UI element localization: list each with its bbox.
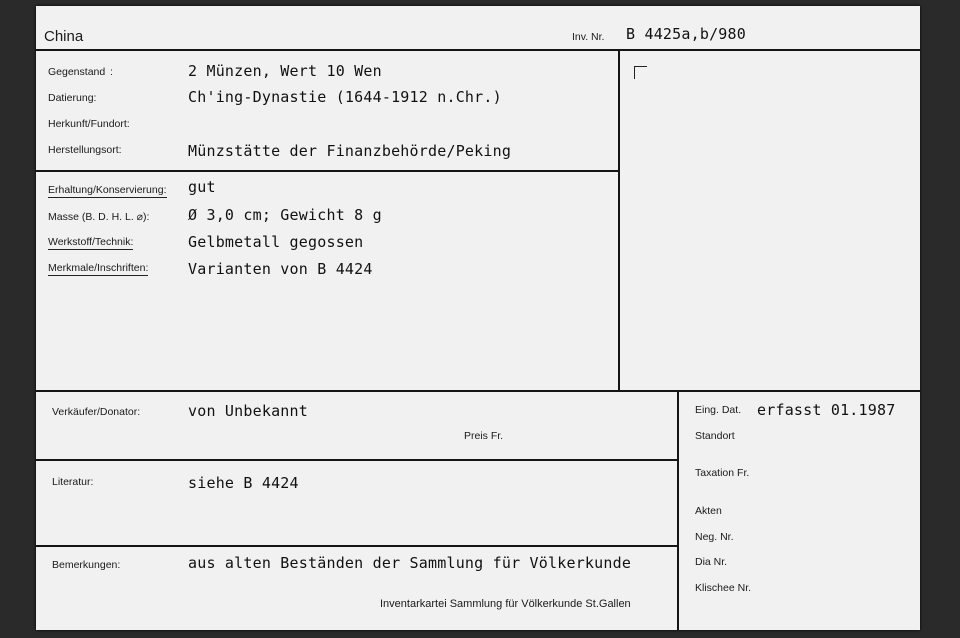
klischee-nr-label: Klischee Nr. [695, 582, 752, 594]
herstellungsort-value: Münzstätte der Finanzbehörde/Peking [188, 142, 512, 160]
masse-value: Ø 3,0 cm; Gewicht 8 g [188, 206, 382, 224]
literatur-label: Literatur: [52, 476, 94, 488]
inv-label: Inv. Nr. [572, 31, 605, 43]
country-label: China [44, 28, 84, 45]
neg-nr-label: Neg. Nr. [695, 531, 734, 543]
rule-upper [36, 390, 920, 392]
eing-dat-label: Eing. Dat. [695, 404, 742, 416]
catalog-card: China Inv. Nr. B 4425a,b/980 Gegenstand : 2 Münzen, Wert 10 Wen Datierung: Ch'ing-Dynastie (1644-1912 n.Chr.) Herkunft/Fundort: Herstellungsort: Münzstätte der Finanzbehörde/Peking Erhaltung/Konservierung: gut Masse (B. D. H. L. ⌀): Ø 3,0 cm; Gewicht 8 g Werkstoff/Technik: Gelbmetall gegossen Merkmale/Inschriften: Varianten von B 4424 Verkäufer/Donator: von Unbekannt Preis Fr. Literatur: siehe B 4424 Bemerkungen: aus alten Beständen der Sammlung für Völkerkunde Inventarkartei Sammlung für Völkerkunde St.Gallen Eing. Dat. erfasst 01.1987 Standort Taxation Fr. Akten Neg. Nr. Dia Nr. Klischee Nr. [36, 6, 920, 630]
preis-label: Preis Fr. [464, 430, 504, 442]
dia-nr-label: Dia Nr. [695, 556, 728, 568]
inv-value: B 4425a,b/980 [626, 25, 746, 43]
verkaeufer-label: Verkäufer/Donator: [52, 406, 141, 418]
werkstoff-value: Gelbmetall gegossen [188, 233, 364, 251]
rule-literatur [36, 545, 678, 547]
rule-verkaeufer [36, 459, 678, 461]
gegenstand-value: 2 Münzen, Wert 10 Wen [188, 62, 382, 80]
corner-mark [634, 66, 647, 79]
werkstoff-label: Werkstoff/Technik: [48, 236, 134, 248]
herstellungsort-label: Herstellungsort: [48, 144, 122, 156]
merkmale-label: Merkmale/Inschriften: [48, 262, 149, 274]
eing-dat-value: erfasst 01.1987 [757, 401, 896, 419]
literatur-value: siehe B 4424 [188, 474, 299, 492]
bemerkungen-label: Bemerkungen: [52, 559, 121, 571]
gegenstand-label: Gegenstand [48, 66, 106, 78]
verkaeufer-value: von Unbekannt [188, 402, 308, 420]
bemerkungen-value: aus alten Beständen der Sammlung für Völkerkunde [188, 554, 632, 572]
akten-label: Akten [695, 505, 722, 517]
rule-header [36, 49, 920, 51]
herkunft-label: Herkunft/Fundort: [48, 118, 130, 130]
masse-label: Masse (B. D. H. L. ⌀): [48, 211, 150, 223]
rule-object [36, 170, 619, 172]
taxation-label: Taxation Fr. [695, 467, 750, 479]
datierung-label: Datierung: [48, 92, 97, 104]
datierung-value: Ch'ing-Dynastie (1644-1912 n.Chr.) [188, 88, 502, 106]
card-footer: Inventarkartei Sammlung für Völkerkunde St.Gallen [380, 598, 631, 610]
merkmale-value: Varianten von B 4424 [188, 260, 373, 278]
erhaltung-label: Erhaltung/Konservierung: [48, 184, 167, 196]
rule-side-vertical [677, 390, 679, 630]
erhaltung-value: gut [188, 178, 216, 196]
standort-label: Standort [695, 430, 735, 442]
rule-mid-vertical [618, 50, 620, 392]
